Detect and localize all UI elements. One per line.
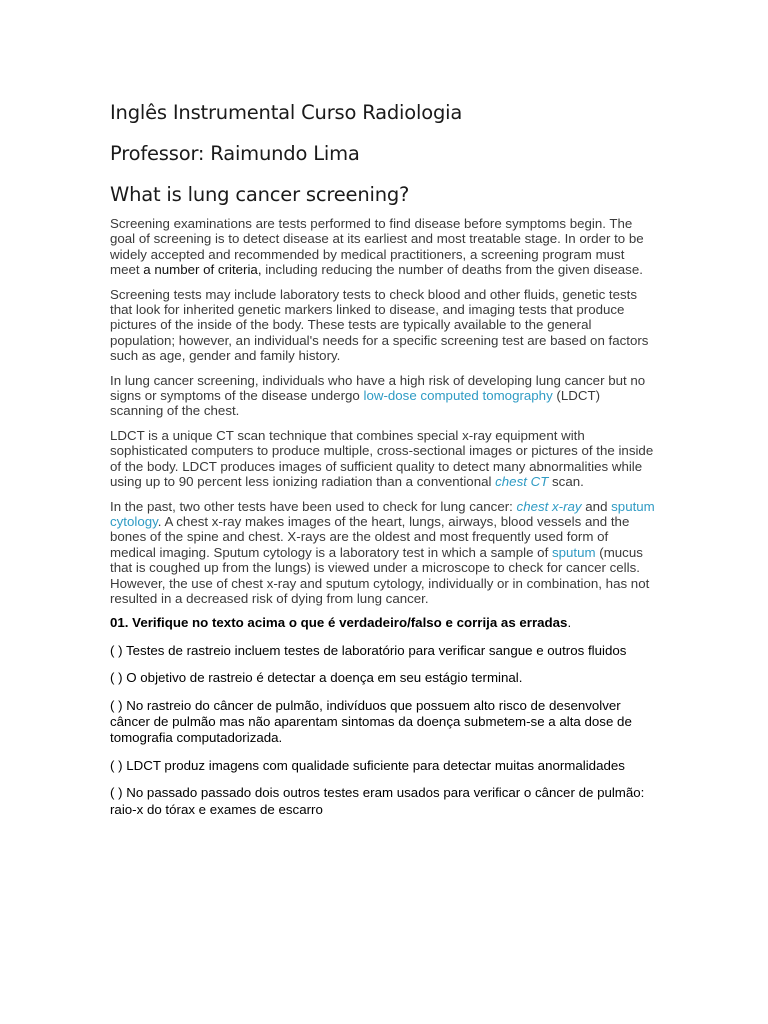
paragraph-text: including reducing the number of deaths from the given disease. — [261, 262, 643, 278]
document-title: Inglês Instrumental Curso Radiologia — [110, 101, 463, 124]
paragraph-1 — [110, 216, 656, 278]
paragraph-4 — [110, 428, 656, 490]
paragraph-3 — [110, 373, 656, 419]
exercise-item-1: ( ) Testes de rastreio incluem testes de laboratório para verificar sangue e outros fluidos — [110, 642, 627, 658]
exercise-title-text: 01. Verifique no texto acima o que é verdadeiro/falso e corrija as erradas — [110, 615, 568, 631]
exercise-item-4: ( ) LDCT produz imagens com qualidade suficiente para detectar muitas anormalidades — [110, 757, 625, 773]
section-heading: What is lung cancer screening? — [110, 183, 410, 206]
link-sputum-cytology[interactable]: sputum cytology — [110, 498, 655, 529]
exercise-item-5: ( ) No passado passado dois outros testes eram usados para verificar o câncer de pulmão: raio-x do tórax e exames de escarro — [110, 785, 645, 817]
link-chest-ct[interactable]: chest CT — [495, 474, 549, 490]
document-page — [110, 98, 656, 818]
professor-line: Professor: Raimundo Lima — [110, 142, 360, 165]
paragraph-text: and — [581, 498, 612, 514]
paragraph-text: (LDCT) scanning of the chest. — [110, 388, 601, 419]
exercise-item-2: ( ) O objetivo de rastreio é detectar a doença em seu estágio terminal. — [110, 670, 523, 686]
link-ldct[interactable]: low-dose computed tomography — [363, 388, 553, 404]
paragraph-5 — [110, 499, 656, 607]
link-chest-x-ray[interactable]: chest x-ray — [516, 498, 582, 514]
exercise-title — [110, 615, 656, 631]
exercise-title-period: . — [567, 615, 572, 631]
paragraph-text: (mucus that is coughed up from the lungs) is viewed under a microscope to check for cancer cells. However, the use of chest x-ray and sputum cytology, individually or in combination, has not resulted in a decreased risk of dying from lung cancer. — [110, 544, 650, 606]
emphasized-text: a number of criteria, — [143, 262, 262, 278]
paragraph-text: In lung cancer screening, individuals who have a high risk of developing lung cancer but no signs or symptoms of the disease undergo — [110, 372, 646, 404]
paragraph-2: Screening tests may include laboratory tests to check blood and other fluids, genetic tests that look for inherited genetic markers linked to disease, and imaging tests that produce pictures of the inside of the body. These tests are typically available to the general population; however, an individual's needs for a specific screening test are based on factors such as age, gender and family history. — [110, 286, 649, 364]
exercise-item-3: ( ) No rastreio do câncer de pulmão, indivíduos que possuem alto risco de desenvolver câncer de pulmão mas não aparentam sintomas da doença submetem-se a alta dose de tomografia computadorizada. — [110, 697, 632, 746]
paragraph-text: scan. — [548, 474, 584, 490]
paragraph-text: . A chest x-ray makes images of the heart, lungs, airways, blood vessels and the bones of the spine and chest. X-rays are the oldest and most frequently used form of medical imaging. Sputum cytology is a laboratory test in which a sample of — [110, 513, 630, 560]
paragraph-text: LDCT is a unique CT scan technique that combines special x-ray equipment with sophisticated computers to produce multiple, cross-sectional images or pictures of the inside of the body. LDCT produces images of sufficient quality to detect many abnormalities while using up to 90 percent less ionizing radiation than a conventional — [110, 427, 654, 490]
paragraph-text: In the past, two other tests have been used to check for lung cancer: — [110, 498, 517, 514]
link-sputum[interactable]: sputum — [551, 544, 596, 560]
paragraph-text: Screening examinations are tests performed to find disease before symptoms begin. The goal of screening is to detect disease at its earliest and most treatable stage. In order to be widely accepted and recommended by medical practitioners, a screening program must meet — [110, 216, 644, 278]
